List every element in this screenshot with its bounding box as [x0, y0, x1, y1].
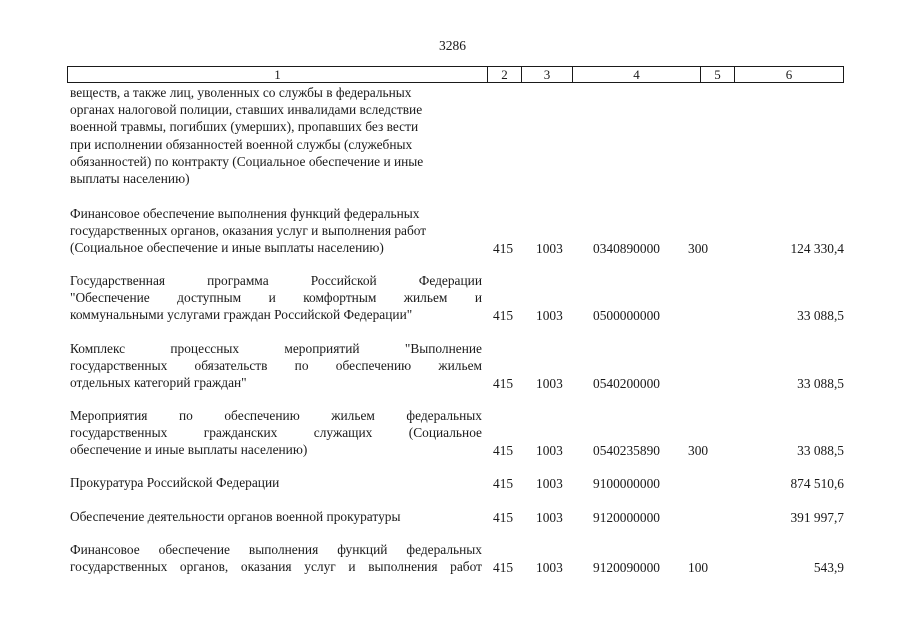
description-line: обязанностей) по контракту (Социальное обеспечение и иные: [70, 153, 424, 169]
cell-ministry-code: 415: [493, 240, 514, 256]
column-header-5: 5: [701, 67, 735, 82]
description-line: "Обеспечение доступным и комфортным жильем и: [70, 290, 482, 306]
table-row: [70, 508, 844, 526]
cell-amount: 391 997,7: [790, 509, 844, 525]
cell-expense-type: 100: [688, 559, 709, 575]
cell-amount: 124 330,4: [790, 240, 844, 256]
column-header-3: 3: [522, 67, 573, 82]
description-line: органах налоговой полиции, ставших инвалидами вследствие: [70, 102, 423, 118]
cell-amount: 543,9: [813, 559, 844, 575]
row-description: [70, 474, 482, 491]
description-line: отдельных категорий граждан": [70, 375, 247, 391]
row-description: [70, 541, 482, 575]
cell-ministry-code: 415: [493, 509, 514, 525]
description-line: веществ, а также лиц, уволенных со службы в федеральных: [70, 85, 412, 100]
cell-ministry-code: 415: [493, 559, 514, 575]
cell-amount: 33 088,5: [797, 375, 844, 391]
row-description: [70, 272, 482, 324]
description-line: при исполнении обязанностей военной службы (служебных: [70, 136, 413, 152]
description-line: государственных гражданских служащих (Социальное: [70, 425, 482, 441]
row-description: [70, 407, 482, 459]
cell-amount: 33 088,5: [797, 307, 844, 323]
description-line: военной травмы, погибших (умерших), пропавших без вести: [70, 119, 419, 135]
description-line: Комплекс процессных мероприятий "Выполнение: [70, 341, 482, 356]
description-line: Обеспечение деятельности органов военной прокуратуры: [70, 509, 401, 524]
row-description: [70, 340, 482, 392]
description-line: (Социальное обеспечение и иные выплаты населению): [70, 240, 384, 256]
cell-expense-type: 300: [688, 442, 709, 458]
cell-amount: 33 088,5: [797, 442, 844, 458]
description-line: Прокуратура Российской Федерации: [70, 475, 280, 490]
description-line: государственных обязательств по обеспечению жильем: [70, 358, 482, 374]
table-row: [70, 84, 844, 187]
cell-ministry-code: 415: [493, 375, 514, 391]
description-line: коммунальными услугами граждан Российской Федерации": [70, 307, 413, 323]
cell-target-code: 0340890000: [593, 240, 660, 256]
row-description: [70, 205, 482, 257]
description-line: Финансовое обеспечение выполнения функций федеральных: [70, 542, 482, 557]
description-line: государственных органов, оказания услуг и выполнения работ: [70, 223, 427, 239]
cell-section-code: 1003: [536, 375, 563, 391]
cell-section-code: 1003: [536, 559, 563, 575]
table-row: [70, 407, 844, 459]
description-line: обеспечение и иные выплаты населению): [70, 442, 308, 458]
description-line: Финансовое обеспечение выполнения функций федеральных: [70, 206, 420, 221]
description-line: выплаты населению): [70, 171, 190, 187]
description-line: Мероприятия по обеспечению жильем федеральных: [70, 408, 482, 423]
cell-target-code: 0540235890: [593, 442, 660, 458]
table-row: [70, 272, 844, 324]
table-row: [70, 474, 844, 492]
cell-ministry-code: 415: [493, 475, 514, 491]
cell-target-code: 0500000000: [593, 307, 660, 323]
column-header-4: 4: [573, 67, 701, 82]
table-row: [70, 340, 844, 392]
cell-section-code: 1003: [536, 442, 563, 458]
cell-ministry-code: 415: [493, 307, 514, 323]
row-description: [70, 508, 482, 525]
cell-section-code: 1003: [536, 307, 563, 323]
cell-section-code: 1003: [536, 509, 563, 525]
column-header-1: 1: [68, 67, 488, 82]
cell-section-code: 1003: [536, 240, 563, 256]
cell-ministry-code: 415: [493, 442, 514, 458]
table-row: [70, 541, 844, 576]
cell-section-code: 1003: [536, 475, 563, 491]
page-number: 3286: [439, 38, 466, 53]
cell-target-code: 9100000000: [593, 475, 660, 491]
description-line: Государственная программа Российской Федерации: [70, 273, 482, 288]
cell-target-code: 9120000000: [593, 509, 660, 525]
cell-expense-type: 300: [688, 240, 709, 256]
column-header-6: 6: [785, 67, 793, 82]
table-header: [67, 66, 844, 83]
cell-amount: 874 510,6: [790, 475, 844, 491]
column-header-2: 2: [488, 67, 522, 82]
table-row: [70, 205, 844, 257]
cell-target-code: 0540200000: [593, 375, 660, 391]
cell-target-code: 9120090000: [593, 559, 660, 575]
description-line: государственных органов, оказания услуг и выполнения работ: [70, 559, 482, 575]
row-description: [70, 84, 482, 187]
